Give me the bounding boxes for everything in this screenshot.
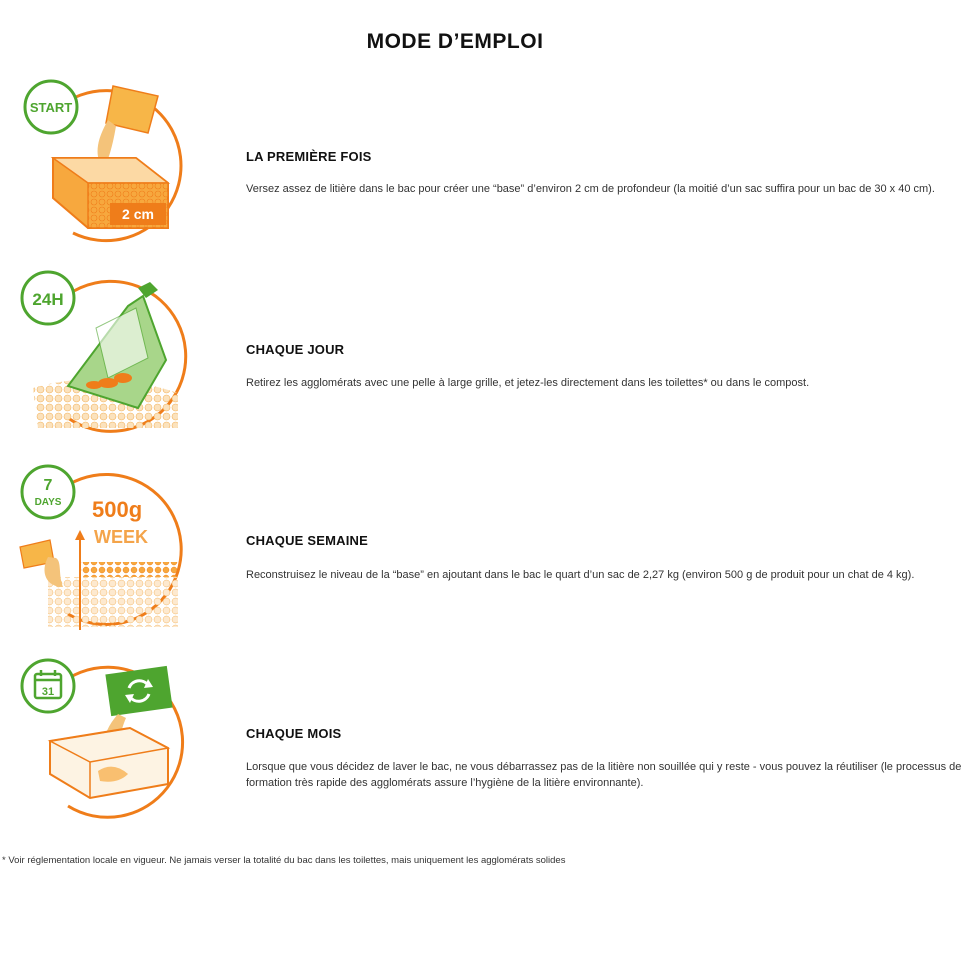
badge-days-label: DAYS <box>34 497 62 508</box>
step-heading-first-time: LA PREMIÈRE FOIS <box>246 149 372 164</box>
page-title: MODE D’EMPLOI <box>366 30 544 53</box>
period-label: WEEK <box>94 527 148 547</box>
amount-label: 500g <box>92 497 143 522</box>
calendar-day: 31 <box>41 686 55 698</box>
step-text-first-time: Versez assez de litière dans le bac pour créer une “base” d’environ 2 cm de profondeur (la moitié d’un sac suffira pour un bac de 30 x 40 cm). <box>246 183 935 195</box>
footnote: * Voir réglementation locale en vigueur. Ne jamais verser la totalité du bac dans les toilettes, mais uniquement les agglomérats solides <box>2 855 566 866</box>
step-text-daily: Retirez les agglomérats avec une pelle à large grille, et jetez-les directement dans les toilettes* ou dans le compost. <box>246 377 810 389</box>
badge-start-text: START <box>29 100 73 115</box>
daily-illustration <box>18 268 188 438</box>
monthly-illustration <box>18 656 188 826</box>
step-heading-weekly: CHAQUE SEMAINE <box>246 533 368 548</box>
step-text-monthly: Lorsque que vous décidez de laver le bac, ne vous débarrassez pas de la litière non souillée qui y reste - vous pouvez la réutiliser (le processus de formation très rapide des agglomérats assure l’hygiène de la litière environnante). <box>246 761 962 789</box>
recycle-flag <box>105 666 172 716</box>
step-heading-monthly: CHAQUE MOIS <box>246 726 342 741</box>
weekly-illustration <box>18 462 188 632</box>
badge-24h-text: 24H <box>32 290 64 309</box>
step-heading-daily: CHAQUE JOUR <box>246 342 345 357</box>
step-text-weekly: Reconstruisez le niveau de la “base” en ajoutant dans le bac le quart d’un sac de 2,27 kg (environ 500 g de produit pour un chat de 4 kg). <box>246 569 915 581</box>
depth-label: 2 cm <box>122 206 154 222</box>
first-time-illustration <box>18 78 188 248</box>
badge-days-number: 7 <box>43 477 53 494</box>
